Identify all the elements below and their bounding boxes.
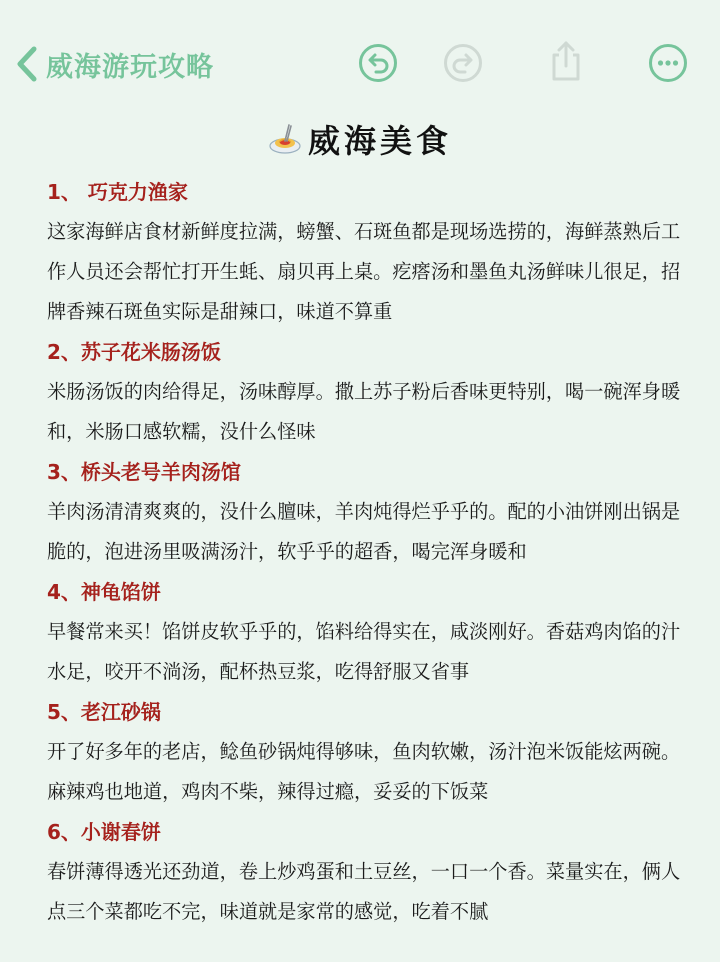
top-bar	[0, 0, 720, 160]
item-body: 羊肉汤清清爽爽的，没什么膻味，羊肉炖得烂乎乎的。配的小油饼刚出锅是脆的，泡进汤里吸满汤汁，软乎乎的超香，喝完浑身暖和	[47, 500, 681, 563]
back-label: 威海游玩攻略	[46, 51, 214, 83]
item-heading: 5、老江砂锅	[47, 700, 161, 724]
item-heading: 1、 巧克力渔家	[47, 180, 188, 204]
page-title: 威海美食	[307, 122, 452, 160]
item-heading: 6、小谢春饼	[47, 820, 161, 844]
item-body: 这家海鲜店食材新鲜度拉满，螃蟹、石斑鱼都是现场选捞的，海鲜蒸熟后工作人员还会帮忙打开生蚝、扇贝再上桌。疙瘩汤和墨鱼丸汤鲜味儿很足，招牌香辣石斑鱼实际是甜辣口，味道不算重	[47, 220, 681, 323]
back-button[interactable]	[14, 44, 214, 84]
page-title-row	[0, 116, 720, 162]
more-icon	[648, 43, 688, 83]
item-heading: 3、桥头老号羊肉汤馆	[47, 460, 241, 484]
share-button[interactable]	[546, 41, 586, 81]
redo-icon	[443, 43, 483, 83]
list-item	[47, 812, 687, 932]
item-heading: 2、苏子花米肠汤饭	[47, 340, 221, 364]
undo-icon	[358, 43, 398, 83]
chevron-left-icon	[14, 44, 40, 84]
food-list	[47, 172, 687, 932]
item-heading: 4、神龟馅饼	[47, 580, 161, 604]
item-body: 春饼薄得透光还劲道，卷上炒鸡蛋和土豆丝，一口一个香。菜量实在，俩人点三个菜都吃不完，味道就是家常的感觉，吃着不腻	[47, 860, 681, 923]
item-body: 开了好多年的老店，鲶鱼砂锅炖得够味，鱼肉软嫩，汤汁泡米饭能炫两碗。麻辣鸡也地道，鸡肉不柴，辣得过瘾，妥妥的下饭菜	[47, 740, 681, 803]
list-item	[47, 452, 687, 572]
item-body: 米肠汤饭的肉给得足，汤味醇厚。撒上苏子粉后香味更特别，喝一碗浑身暖和，米肠口感软糯，没什么怪味	[47, 380, 681, 443]
list-item	[47, 172, 687, 332]
spaghetti-emoji-icon	[268, 122, 302, 156]
redo-button[interactable]	[443, 43, 483, 83]
share-icon	[546, 39, 586, 83]
item-body: 早餐常来买！馅饼皮软乎乎的，馅料给得实在，咸淡刚好。香菇鸡肉馅的汁水足，咬开不淌汤，配杯热豆浆，吃得舒服又省事	[47, 620, 681, 683]
undo-button[interactable]	[358, 43, 398, 83]
list-item	[47, 692, 687, 812]
more-button[interactable]	[648, 43, 688, 83]
list-item	[47, 572, 687, 692]
list-item	[47, 332, 687, 452]
